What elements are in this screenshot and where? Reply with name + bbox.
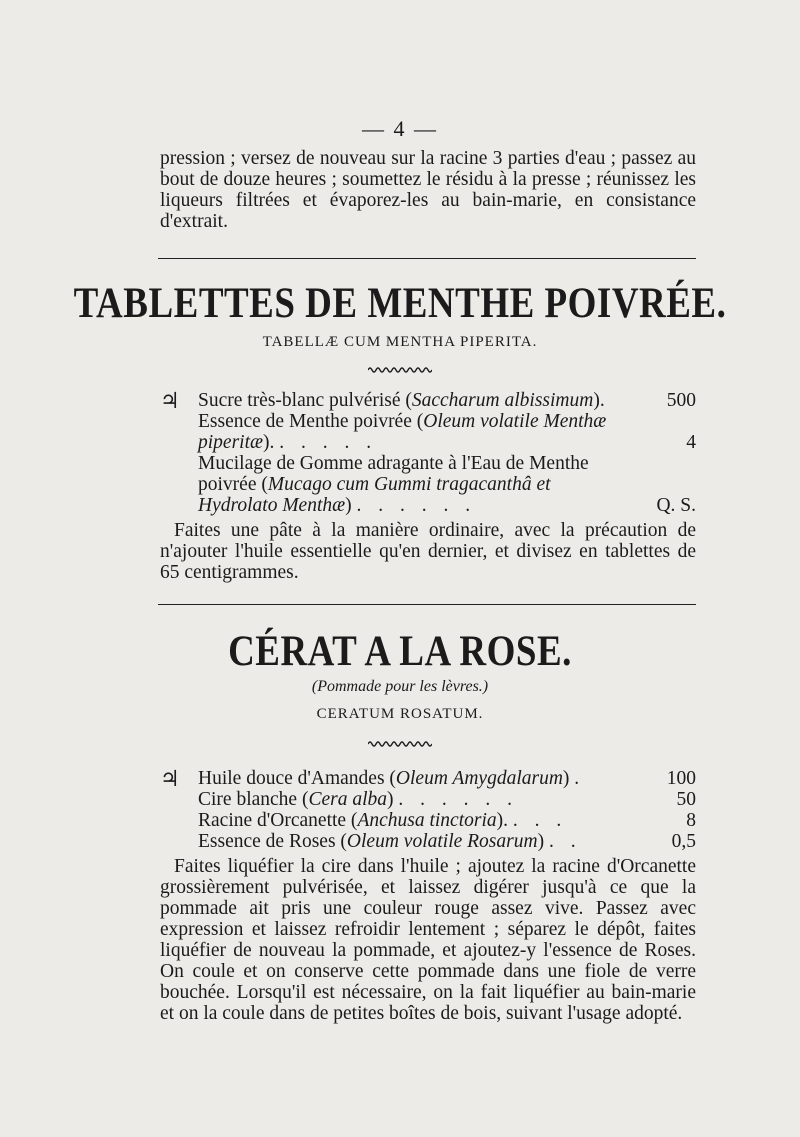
method-paragraph-cerat: Faites liquéfier la cire dans l'huile ; ajoutez la racine d'Orcanette grossièrement pulvérisée, et laissez digérer jusqu'à ce que la pommade ait pris une couleur rouge assez vive. Passez avec expression et laissez refroidir lentement ; séparez le dépôt, faites liquéfier de nouveau la pommade, et ajoutez-y l'essence de Roses. On coule et on conserve cette pommade dans une fiole de verre bouchée. Lorsqu'il est nécessaire, on la fait liquéfier au bain-marie et on la coule dans de petites boîtes de bois, suivant l'usage adopté.: [160, 856, 696, 1024]
ingredient-row: [160, 789, 696, 810]
ingredient-latin: Oleum volatile Menthæ piperitæ: [198, 411, 607, 453]
ingredient-tail: ): [537, 831, 545, 852]
recipe-tablettes: [160, 390, 696, 583]
ingredient-qty: 0,5: [671, 831, 696, 852]
section-title-cerat: CÉRAT A LA ROSE.: [228, 627, 572, 676]
ingredient-name: Essence de Roses (: [198, 831, 347, 852]
ingredient-qty: 100: [666, 768, 696, 789]
leader-dots: . . . . . .: [398, 789, 518, 810]
leader-dots: . . . . .: [279, 432, 378, 453]
ingredient-tail: ): [345, 495, 352, 516]
ingredient-qty: 500: [666, 390, 696, 411]
leader-dots: . . .: [512, 810, 568, 831]
ingredient-latin: Saccharum albissimum: [411, 390, 594, 411]
ingredient-latin: Mucago cum Gummi tragacanthâ et Hydrolato Menthæ: [198, 474, 551, 516]
ingredient-tail: ).: [496, 810, 509, 831]
ingredient-tail: ).: [263, 432, 275, 453]
ingredient-qty: 4: [686, 432, 696, 453]
ingredient-row: [160, 411, 696, 453]
section-title-tablettes: TABLETTES DE MENTHE POIVRÉE.: [73, 279, 727, 328]
ingredient-name: Cire blanche (: [198, 789, 309, 810]
leader-dots: . . . . . .: [356, 495, 477, 516]
decorative-wavy-rule: [0, 740, 800, 748]
ingredient-latin: Oleum Amygdalarum: [395, 768, 563, 789]
decorative-wavy-rule: [0, 366, 800, 374]
ingredient-row: [160, 390, 696, 411]
ingredient-name: Huile douce d'Amandes (: [198, 768, 396, 789]
ingredient-tail: ): [387, 789, 394, 810]
ingredient-name: Racine d'Orcanette (: [198, 810, 358, 831]
ingredient-name: Essence de Menthe poivrée (: [198, 411, 424, 432]
method-paragraph-tablettes: Faites une pâte à la manière ordinaire, avec la précaution de n'ajouter l'huile essentielle qu'en dernier, et divisez en tablettes de 65 centigrammes.: [160, 520, 696, 583]
ingredient-qty: 50: [676, 789, 696, 810]
page-number: — 4 —: [362, 116, 438, 141]
ingredient-row: [160, 768, 696, 789]
leader-dots: .: [574, 768, 586, 789]
recipe-cerat: [160, 768, 696, 1024]
ingredient-row: [160, 810, 696, 831]
recipe-symbol: ♃: [160, 388, 180, 413]
section-divider: [158, 604, 696, 605]
section-latin-title-cerat: CERATUM ROSATUM.: [316, 706, 484, 722]
intro-paragraph: pression ; versez de nouveau sur la racine 3 parties d'eau ; passez au bout de douze heures ; soumettez le résidu à la presse ; réunissez les liqueurs filtrées et évaporez-les au bain-marie, en consistance d'extrait.: [160, 148, 696, 232]
recipe-symbol: ♃: [160, 766, 180, 791]
ingredient-latin: Cera alba: [308, 789, 387, 810]
ingredient-row: [160, 453, 696, 516]
ingredient-latin: Oleum volatile Rosarum: [346, 831, 538, 852]
ingredient-tail: ).: [593, 390, 605, 411]
ingredient-row: [160, 831, 696, 852]
ingredient-name: Mucilage de Gomme adragante à l'Eau de Menthe poivrée (: [198, 453, 589, 495]
ingredient-latin: Anchusa tinctoria: [357, 810, 497, 831]
section-divider: [158, 258, 696, 259]
ingredient-name: Sucre très-blanc pulvérisé (: [198, 390, 412, 411]
ingredient-qty: Q. S.: [656, 495, 696, 516]
section-subtitle-cerat: (Pommade pour les lèvres.): [311, 678, 489, 695]
leader-dots: . .: [548, 831, 582, 852]
section-latin-title-tablettes: TABELLÆ CUM MENTHA PIPERITA.: [262, 334, 538, 350]
ingredient-tail: ): [562, 768, 570, 789]
intro-paragraph-block: [160, 148, 696, 232]
ingredient-qty: 8: [686, 810, 696, 831]
